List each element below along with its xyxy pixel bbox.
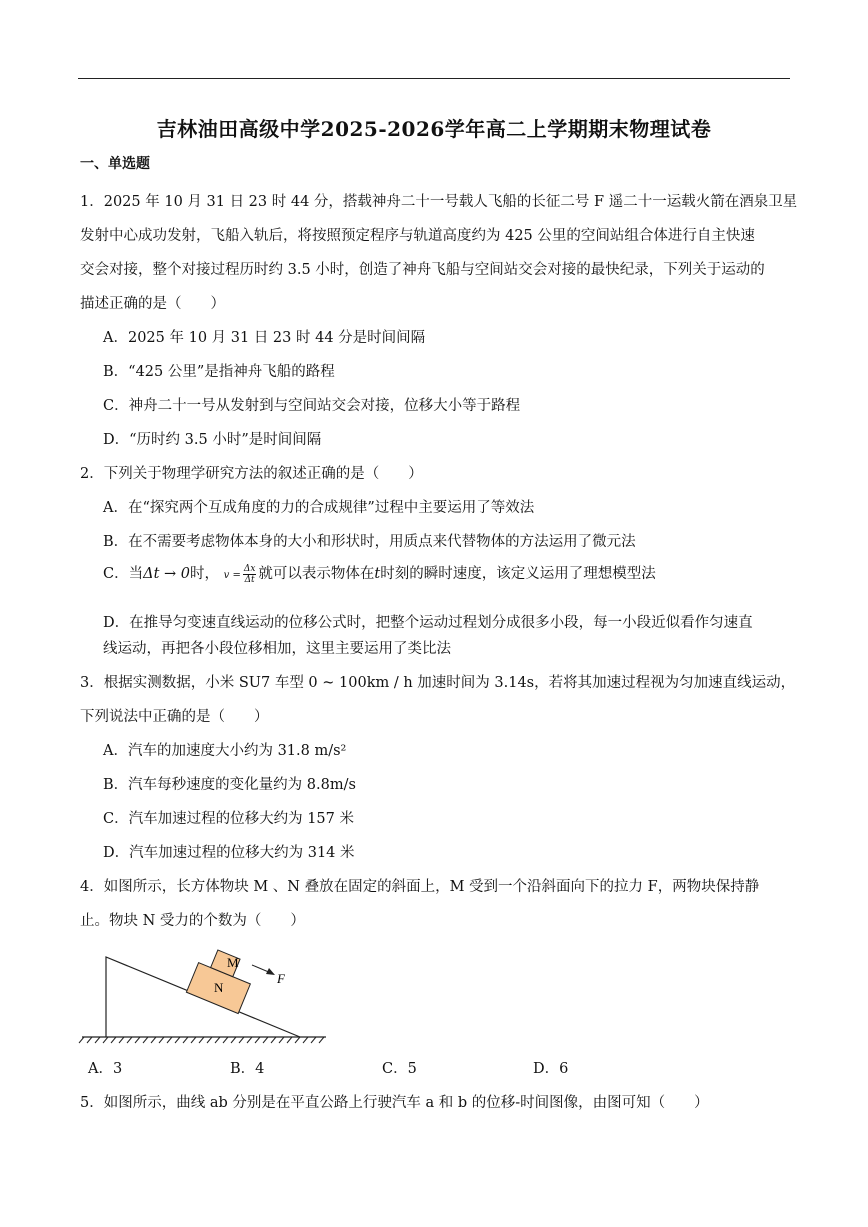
q3-option-a: A．汽车的加速度大小约为 31.8 m/s²	[103, 743, 347, 759]
q1-line-2: 发射中心成功发射，飞船入轨后，将按照预定程序与轨道高度约为 425 公里的空间站组合体进行自主快速	[80, 228, 755, 244]
fraction-denominator: Δt	[244, 574, 255, 585]
q2-option-a: A．在“探究两个互成角度的力的合成规律”过程中主要运用了等效法	[103, 500, 535, 516]
q2-c-suffix-2: 时刻的瞬时速度，该定义运用了理想模型法	[380, 566, 656, 582]
label-f: F	[277, 971, 285, 986]
q2-c-suffix-1: 就可以表示物体在	[258, 566, 375, 582]
q3-option-b: B．汽车每秒速度的变化量约为 8.8m/s	[103, 777, 356, 793]
section-heading: 一、单选题	[80, 156, 150, 172]
q3-option-d: D．汽车加速过程的位移大约为 314 米	[103, 845, 355, 861]
velocity-fraction	[243, 564, 257, 585]
q1-option-b: B．“425 公里”是指神舟飞船的路程	[103, 364, 335, 380]
q4-answer-c: C．5	[382, 1061, 417, 1077]
q4-answer-a: A．3	[88, 1061, 123, 1077]
q3-line-1: 3．根据实测数据，小米 SU7 车型 0 ~ 100km / h 加速时间为 3.14s，若将其加速过程视为匀加速直线运动，	[80, 675, 796, 691]
exam-title: 吉林油田高级中学2025-2026学年高二上学期期末物理试卷	[156, 117, 712, 141]
q2-option-b: B．在不需要考虑物体本身的大小和形状时，用质点来代替物体的方法运用了微元法	[103, 534, 636, 550]
q1-option-c: C．神舟二十一号从发射到与空间站交会对接，位移大小等于路程	[103, 398, 521, 414]
q2-stem: 2．下列关于物理学研究方法的叙述正确的是（ ）	[80, 466, 423, 482]
q5-stem: 5．如图所示，曲线 ab 分别是在平直公路上行驶汽车 a 和 b 的位移-时间图像，由图可知（ ）	[80, 1095, 709, 1111]
force-arrowhead	[266, 968, 275, 975]
q2-option-c	[103, 562, 656, 585]
q1-line-3: 交会对接，整个对接过程历时约 3.5 小时，创造了神舟飞船与空间站交会对接的最快纪录，下列关于运动的	[80, 262, 765, 278]
q2-c-condition: Δt → 0	[143, 566, 191, 582]
ground-hatching	[79, 1037, 324, 1043]
q2-option-d-line-2: 线运动，再把各小段位移相加，这里主要运用了类比法	[103, 641, 451, 657]
q3-line-2: 下列说法中正确的是（ ）	[80, 709, 269, 725]
q4-answer-b: B．4	[230, 1061, 265, 1077]
label-m: M	[227, 955, 239, 970]
header-rule	[78, 78, 790, 79]
label-n: N	[214, 980, 224, 995]
q2-c-prefix: C．当	[103, 566, 144, 582]
q1-line-4: 描述正确的是（ ）	[80, 296, 225, 312]
fraction-numerator: Δx	[243, 563, 256, 574]
q4-answer-d: D．6	[533, 1061, 569, 1077]
q3-option-c: C．汽车加速过程的位移大约为 157 米	[103, 811, 354, 827]
incline-figure	[78, 945, 328, 1045]
q4-line-1: 4．如图所示，长方体物块 M 、N 叠放在固定的斜面上，M 受到一个沿斜面向下的拉力 F，两物块保持静	[80, 879, 760, 895]
q1-option-d: D．“历时约 3.5 小时”是时间间隔	[103, 432, 322, 448]
q2-c-t: t	[374, 566, 381, 582]
q1-line-1: 1．2025 年 10 月 31 日 23 时 44 分，搭载神舟二十一号载人飞船的长征二号 F 遥二十一运载火箭在酒泉卫星	[80, 194, 798, 210]
q2-c-mid: 时，	[190, 566, 220, 582]
q4-line-2: 止。物块 N 受力的个数为（ ）	[80, 913, 305, 929]
q1-option-a: A．2025 年 10 月 31 日 23 时 44 分是时间间隔	[103, 330, 426, 346]
q2-c-v: v =	[223, 570, 241, 581]
q2-option-d-line-1: D．在推导匀变速直线运动的位移公式时，把整个运动过程划分成很多小段，每一小段近似看作匀速直	[103, 615, 753, 631]
